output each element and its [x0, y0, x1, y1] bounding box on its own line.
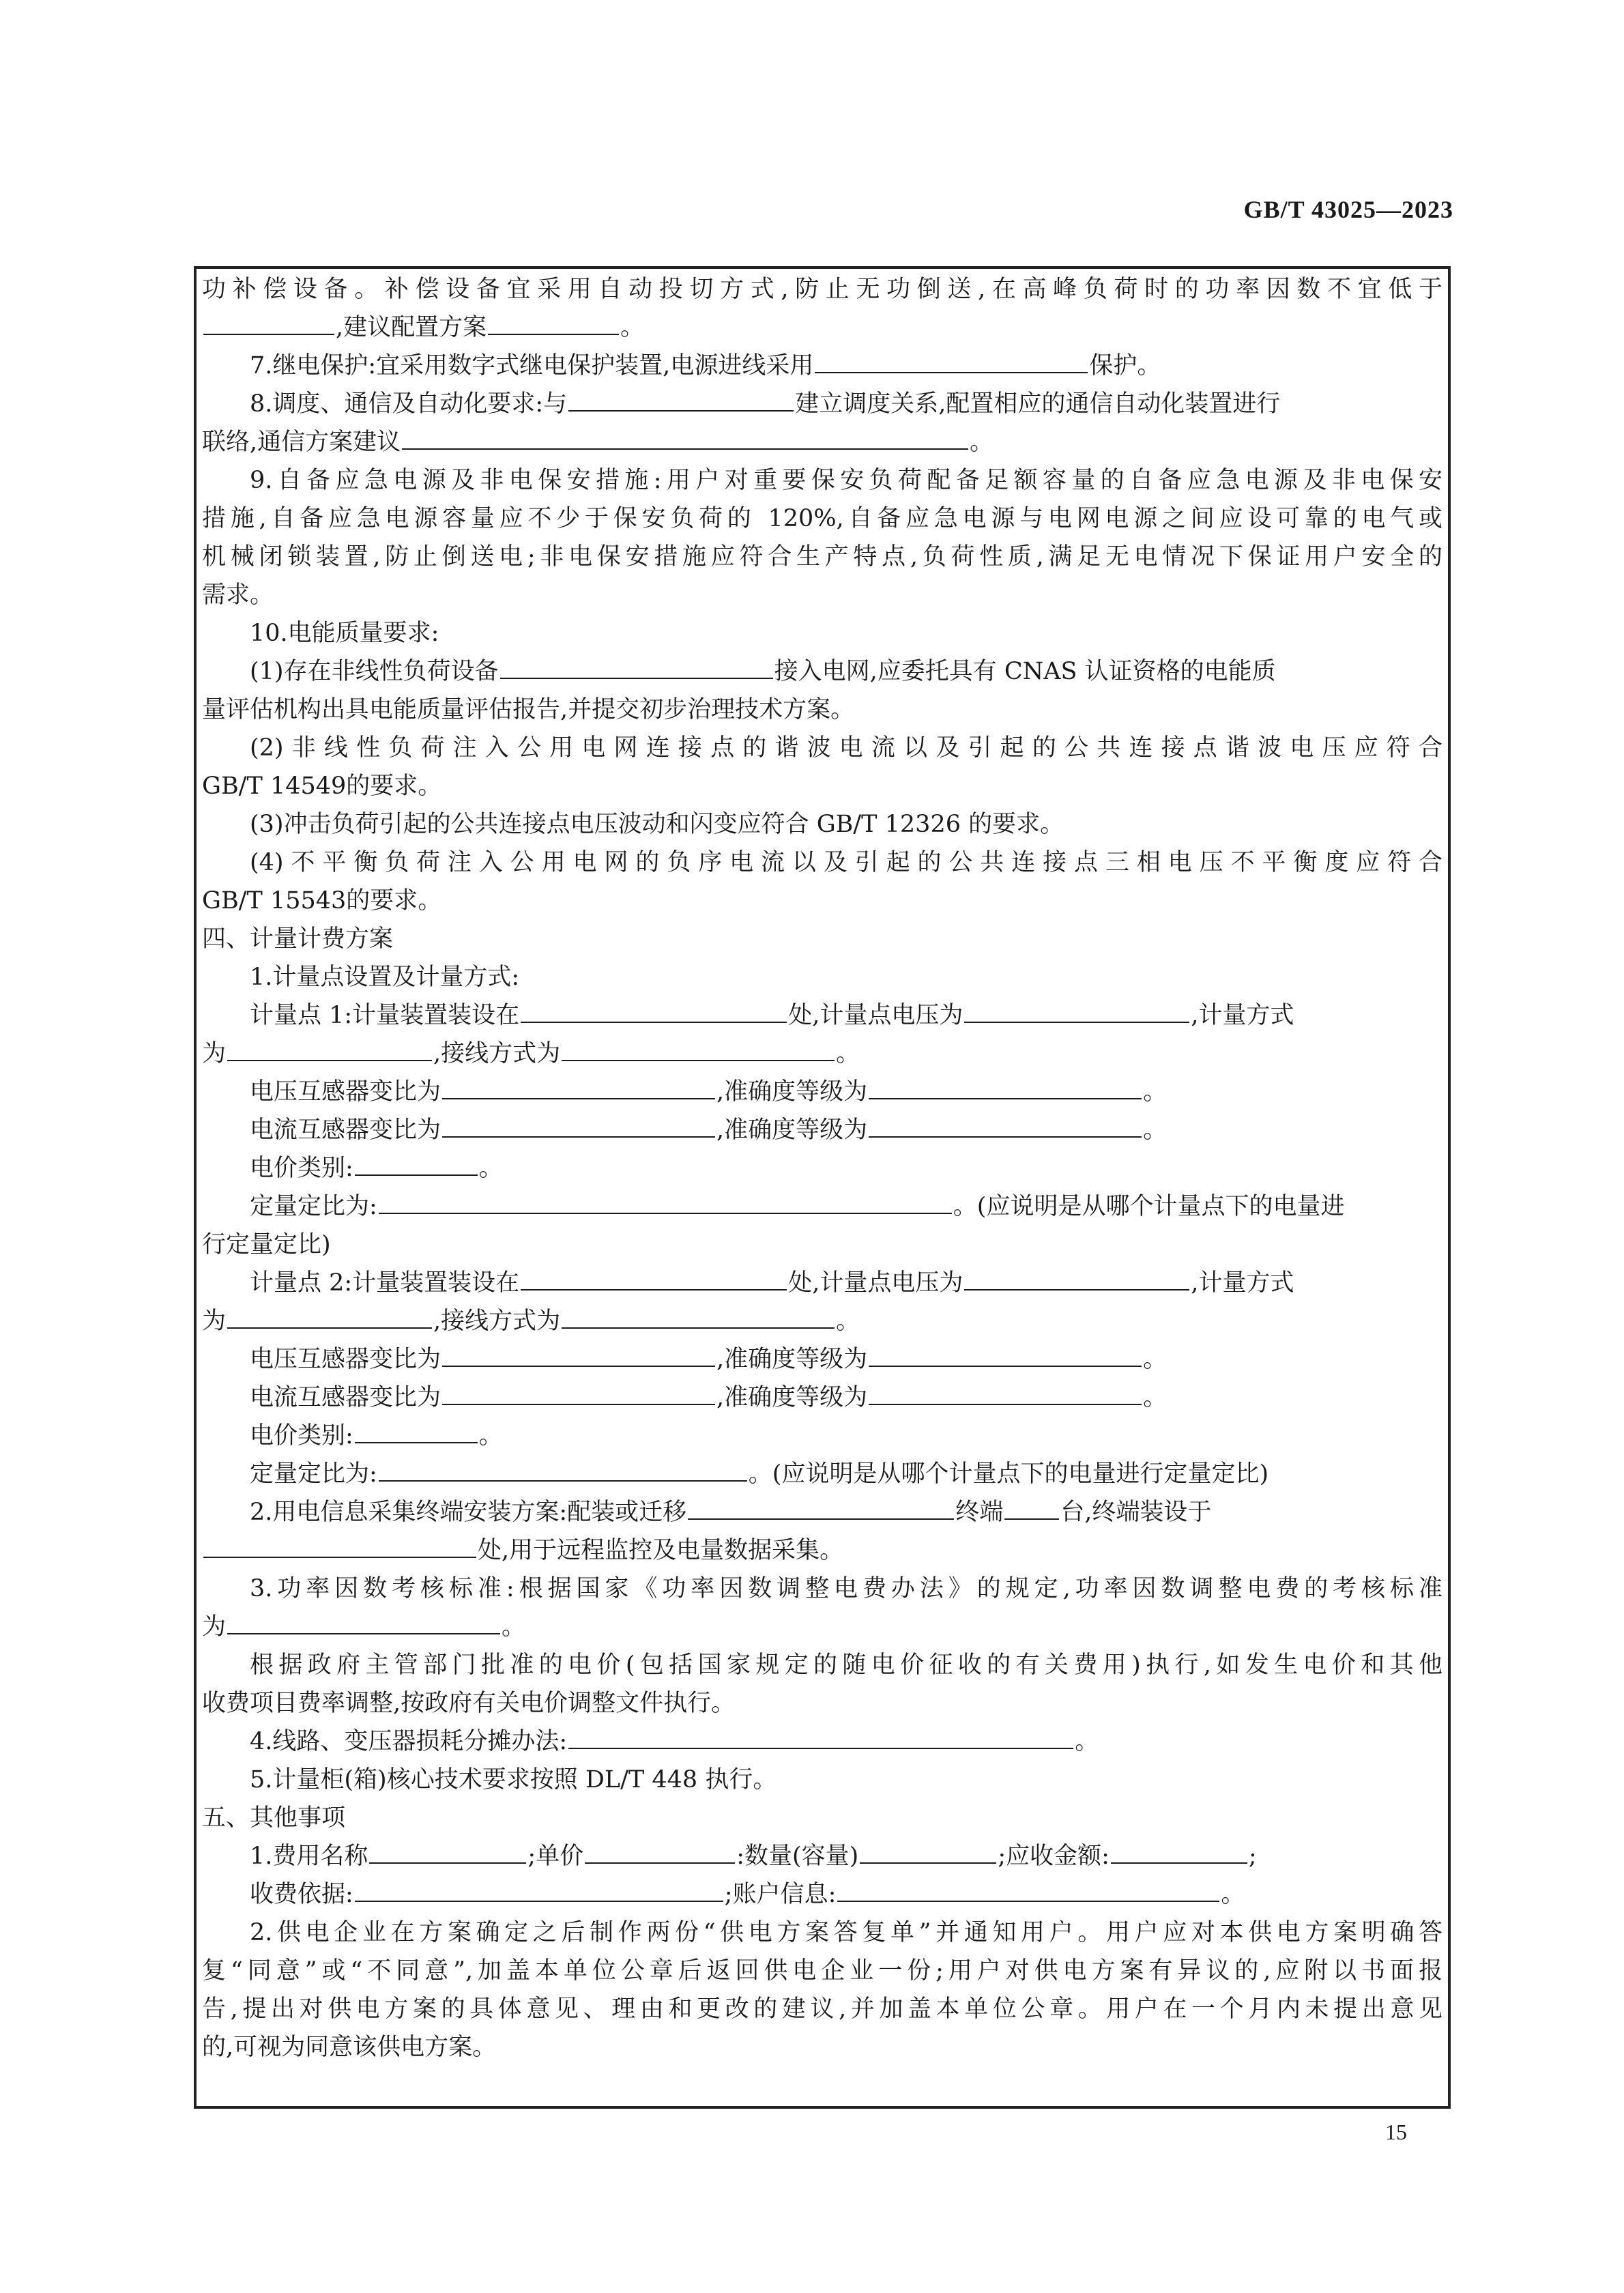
- text-line: (2)非线性负荷注入公用电网连接点的谐波电流以及引起的公共连接点谐波电压应符合: [250, 734, 1442, 762]
- fill-blank[interactable]: [442, 1341, 715, 1367]
- section-heading: 四、计量计费方案: [202, 925, 394, 953]
- text-line: 3.功率因数考核标准:根据国家《功率因数调整电费办法》的规定,功率因数调整电费的考核标准: [250, 1575, 1442, 1602]
- text-line: 为 ,接线方式为 。: [202, 1302, 1442, 1340]
- fill-blank[interactable]: [585, 1838, 735, 1864]
- text-line: 为 。: [202, 1608, 1442, 1646]
- fill-blank[interactable]: [562, 1035, 835, 1061]
- text-line: 5.计量柜(箱)核心技术要求按照 DL/T 448 执行。: [250, 1766, 777, 1793]
- text-line: 1.计量点设置及计量方式:: [250, 964, 520, 991]
- fill-blank[interactable]: [1111, 1838, 1247, 1864]
- fill-blank[interactable]: [964, 997, 1189, 1023]
- fill-blank[interactable]: [500, 653, 773, 679]
- text-line: 告,提出对供电方案的具体意见、理由和更改的建议,并加盖本单位公章。用户在一个月内未提出意见: [202, 1995, 1442, 2023]
- text-line: 复“同意”或“不同意”,加盖本单位公章后返回供电企业一份;用户对供电方案有异议的,应附以书面报: [202, 1957, 1442, 1985]
- text-line: 2.用电信息采集终端安装方案:配装或迁移 终端 台,终端装设于: [250, 1493, 1442, 1531]
- fill-blank[interactable]: [815, 347, 1088, 373]
- fill-blank[interactable]: [562, 1303, 835, 1329]
- text-line: 机械闭锁装置,防止倒送电;非电保安措施应符合生产特点,负荷性质,满足无电情况下保证用户安全的: [202, 543, 1442, 571]
- text-line: 电流互感器变比为 ,准确度等级为 。: [250, 1379, 1442, 1417]
- fill-blank[interactable]: [869, 1379, 1142, 1405]
- text-line: (1)存在非线性负荷设备 接入电网,应委托具有 CNAS 认证资格的电能质: [250, 652, 1442, 691]
- fill-blank[interactable]: [227, 1035, 432, 1061]
- text-line: GB/T 15543的要求。: [202, 887, 442, 914]
- fill-blank[interactable]: [1004, 1494, 1059, 1520]
- fill-blank[interactable]: [203, 309, 334, 335]
- fill-blank[interactable]: [688, 1494, 954, 1520]
- fill-blank[interactable]: [521, 997, 787, 1023]
- fill-blank[interactable]: [369, 1838, 526, 1864]
- text-line: 收费项目费率调整,按政府有关电价调整文件执行。: [202, 1690, 736, 1717]
- fill-blank[interactable]: [227, 1609, 500, 1634]
- fill-blank[interactable]: [837, 1876, 1219, 1902]
- fill-blank[interactable]: [227, 1303, 432, 1329]
- fill-blank[interactable]: [869, 1112, 1142, 1138]
- fill-blank[interactable]: [442, 1379, 715, 1405]
- section-heading: 五、其他事项: [202, 1804, 346, 1832]
- fill-blank[interactable]: [442, 1073, 715, 1099]
- text-line: 1.费用名称 ;单价 :数量(容量) ;应收金额: ;: [250, 1837, 1442, 1875]
- text-line: 为 ,接线方式为 。: [202, 1035, 1442, 1073]
- text-line: 7.继电保护:宜采用数字式继电保护装置,电源进线采用 保护。: [250, 347, 1442, 385]
- fill-blank[interactable]: [869, 1073, 1142, 1099]
- fill-blank[interactable]: [442, 1112, 715, 1138]
- text-line: 行定量定比): [202, 1231, 331, 1258]
- text-line: 8.调度、通信及自动化要求:与 建立调度关系,配置相应的通信自动化装置进行: [250, 385, 1442, 423]
- fill-blank[interactable]: [869, 1341, 1142, 1367]
- text-line: 量评估机构出具电能质量评估报告,并提交初步治理技术方案。: [202, 696, 855, 723]
- fill-blank[interactable]: [964, 1265, 1189, 1290]
- text-line: 收费依据: ;账户信息: 。: [250, 1875, 1442, 1914]
- fill-blank[interactable]: [402, 424, 968, 450]
- text-line: 10.电能质量要求:: [250, 620, 439, 647]
- text-line: 计量点 2:计量装置装设在 处,计量点电压为 ,计量方式: [250, 1264, 1442, 1302]
- fill-blank[interactable]: [488, 309, 619, 335]
- text-line: ,建议配置方案 。: [202, 308, 1442, 347]
- text-line: 处,用于远程监控及电量数据采集。: [202, 1531, 1442, 1570]
- text-line: 电价类别: 。: [250, 1417, 1442, 1455]
- text-line: 4.线路、变压器损耗分摊办法: 。: [250, 1722, 1442, 1761]
- fill-blank[interactable]: [379, 1188, 952, 1214]
- fill-blank[interactable]: [355, 1150, 478, 1176]
- text-line: 的,可视为同意该供电方案。: [202, 2034, 497, 2061]
- text-line: 电流互感器变比为 ,准确度等级为 。: [250, 1111, 1442, 1149]
- text-line: 计量点 1:计量装置装设在 处,计量点电压为 ,计量方式: [250, 996, 1442, 1035]
- text-line: 9.自备应急电源及非电保安措施:用户对重要保安负荷配备足额容量的自备应急电源及非电保安: [250, 467, 1442, 494]
- fill-blank[interactable]: [355, 1876, 723, 1902]
- standard-code: GB/T 43025—2023: [1243, 196, 1453, 223]
- text-line: 根据政府主管部门批准的电价(包括国家规定的随电价征收的有关费用)执行,如发生电价和其他: [250, 1652, 1442, 1679]
- fill-blank[interactable]: [860, 1838, 996, 1864]
- text-line: (3)冲击负荷引起的公共连接点电压波动和闪变应符合 GB/T 12326 的要求。: [250, 811, 1064, 838]
- page-number: 15: [1385, 2120, 1407, 2144]
- fill-blank[interactable]: [355, 1417, 478, 1443]
- text-line: 联络,通信方案建议 。: [202, 423, 1442, 461]
- text-line: 电压互感器变比为 ,准确度等级为 。: [250, 1340, 1442, 1379]
- text-line: GB/T 14549的要求。: [202, 773, 442, 800]
- text-line: 定量定比为: 。(应说明是从哪个计量点下的电量进行定量定比): [250, 1455, 1442, 1493]
- fill-blank[interactable]: [379, 1456, 747, 1482]
- text-line: 需求。: [202, 581, 274, 609]
- text-line: 电压互感器变比为 ,准确度等级为 。: [250, 1073, 1442, 1111]
- fill-blank[interactable]: [568, 1723, 1073, 1749]
- fill-blank[interactable]: [521, 1265, 787, 1290]
- fill-blank[interactable]: [568, 386, 794, 412]
- text-line: 功补偿设备。补偿设备宜采用自动投切方式,防止无功倒送,在高峰负荷时的功率因数不宜低于: [202, 276, 1442, 303]
- text-line: 措施,自备应急电源容量应不少于保安负荷的 120%,自备应急电源与电网电源之间应设可靠的电气或: [202, 505, 1442, 532]
- fill-blank[interactable]: [203, 1532, 476, 1558]
- text-line: 定量定比为: 。(应说明是从哪个计量点下的电量进: [250, 1187, 1442, 1226]
- text-line: 2.供电企业在方案确定之后制作两份“供电方案答复单”并通知用户。用户应对本供电方案明确答: [250, 1919, 1442, 1946]
- text-line: 电价类别: 。: [250, 1149, 1442, 1187]
- form-frame: [194, 266, 1451, 2109]
- text-line: (4)不平衡负荷注入公用电网的负序电流以及引起的公共连接点三相电压不平衡度应符合: [250, 849, 1442, 876]
